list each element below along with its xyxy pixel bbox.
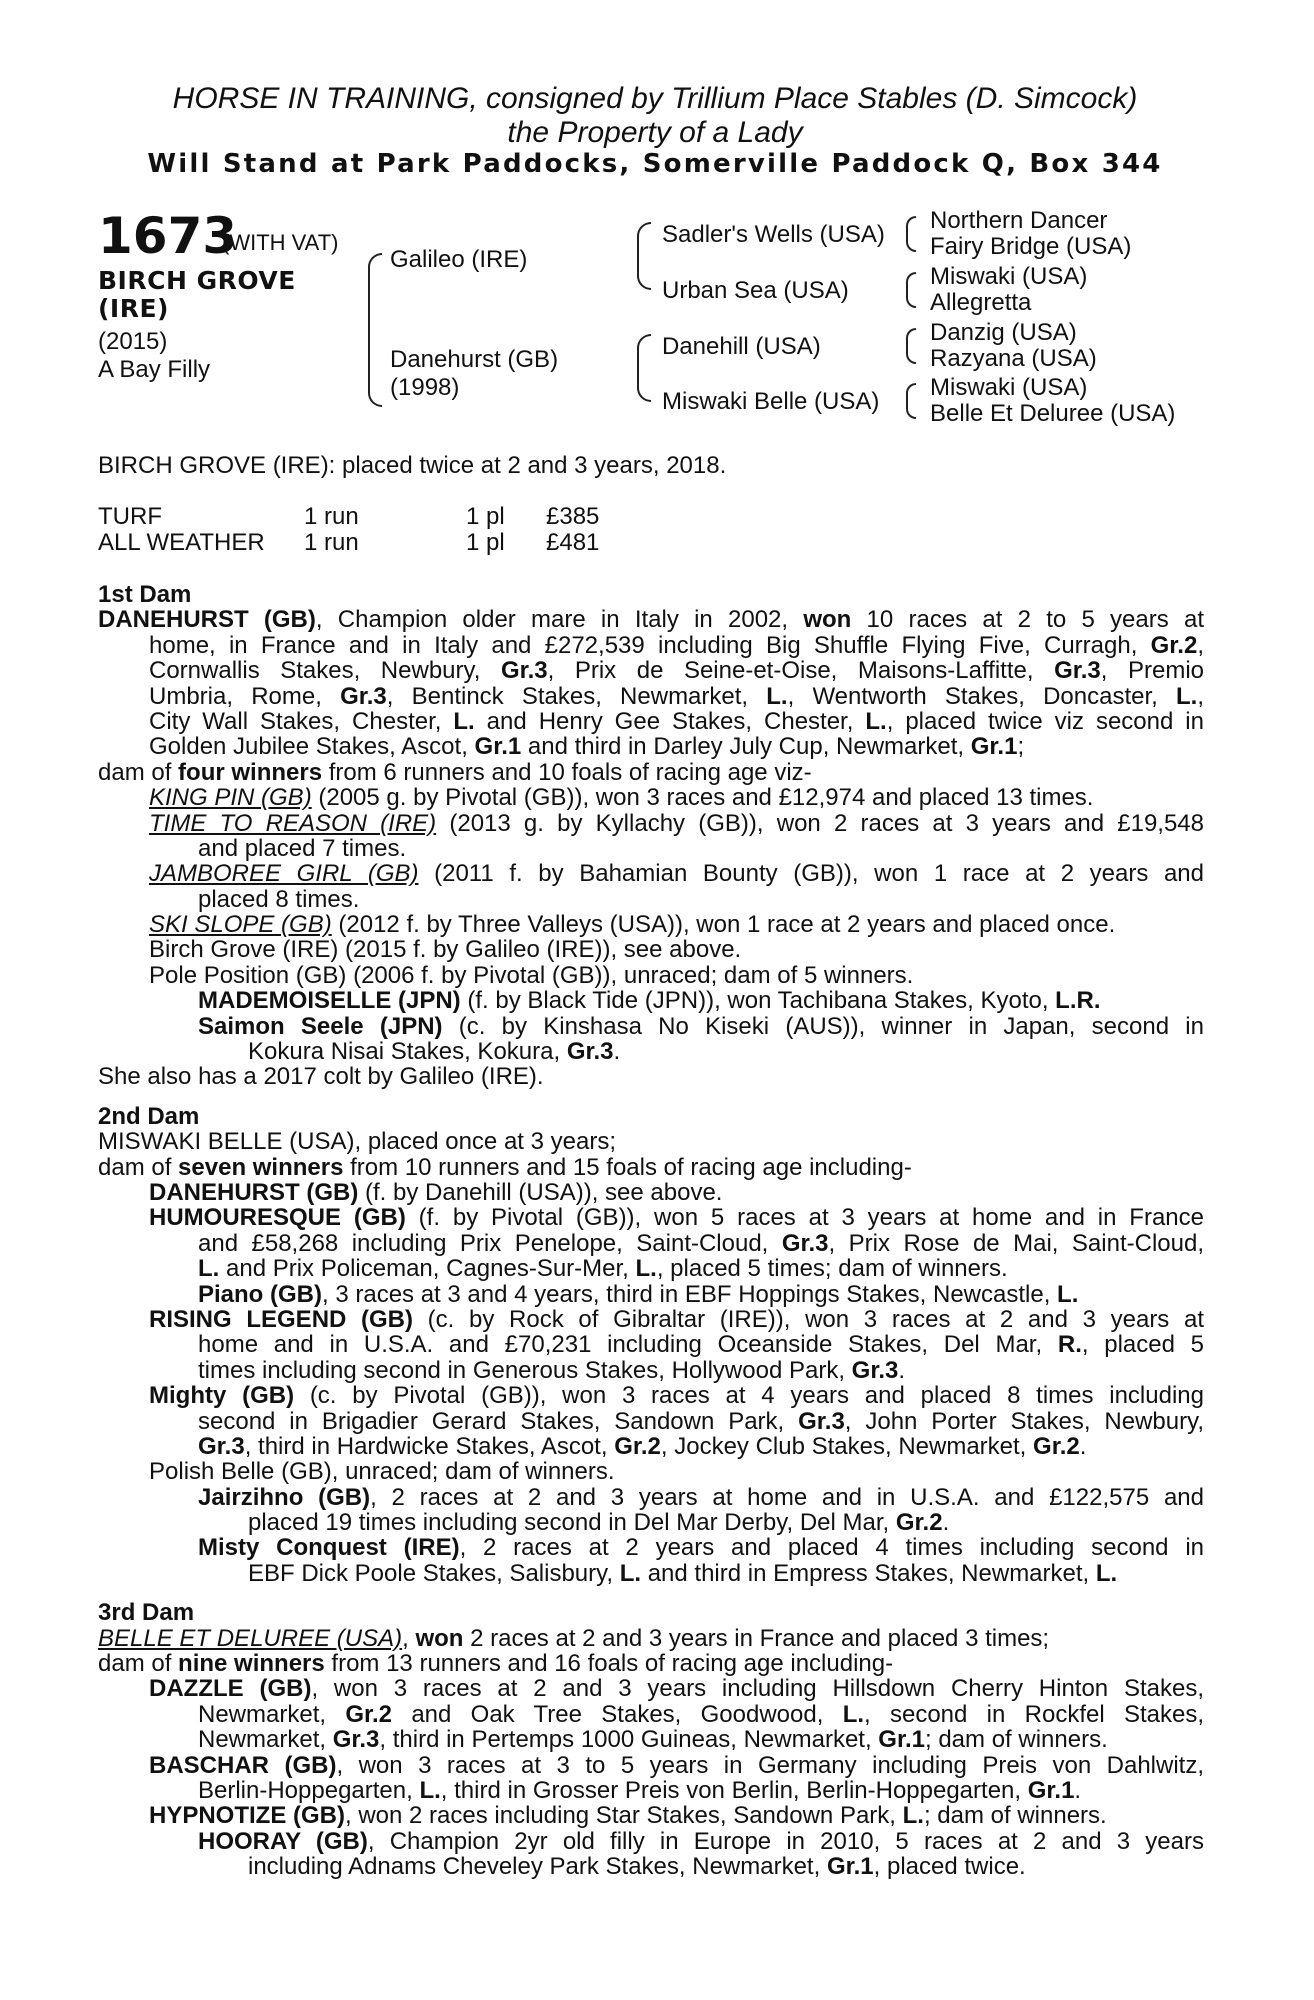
produce-line xyxy=(98,1409,1204,1434)
record-prize: £385 xyxy=(546,503,600,530)
text-run: dam of xyxy=(98,758,179,786)
text-run: , xyxy=(1197,683,1204,709)
text-run: , won 3 races at 3 to 5 years in Germany including Preis von Dahlwitz, xyxy=(336,1752,1204,1778)
dam-sire: Danehill (USA) xyxy=(662,333,821,360)
text-run: and third in Darley July Cup, Newmarket, xyxy=(521,733,971,761)
gg-7: Miswaki (USA) xyxy=(930,374,1088,401)
text-run: . xyxy=(898,1356,906,1384)
vat-note: (WITH VAT) xyxy=(222,230,339,255)
produce-line xyxy=(98,1829,1204,1854)
text-run: L. xyxy=(198,1255,220,1283)
text-run: and Oak Tree Stakes, Goodwood, xyxy=(392,1701,843,1728)
produce-line xyxy=(98,1282,1204,1307)
text-run: , 2 races at 2 years and placed 4 times including second in xyxy=(459,1535,1204,1561)
text-run: Newmarket, xyxy=(198,1701,346,1728)
produce-line xyxy=(98,1332,1204,1357)
produce-line xyxy=(98,836,1204,861)
lot-number: 1673 xyxy=(98,207,238,265)
text-run: . xyxy=(1079,1432,1087,1460)
text-run: Gr.2 xyxy=(614,1432,661,1460)
text-run: L. xyxy=(1176,683,1198,709)
dam-brace-bottom xyxy=(368,330,382,407)
record-surface: ALL WEATHER xyxy=(98,529,265,556)
produce-line xyxy=(98,1803,1204,1828)
text-run: , Champion 2yr old filly in Europe in 2010, 5 races at 2 and 3 years xyxy=(367,1828,1204,1855)
text-run: Gr.3 xyxy=(332,1726,380,1754)
text-run: (2013 g. by Kyllachy (GB)), won 2 races at 3 years and £19,548 xyxy=(436,810,1204,836)
text-run: (2011 f. by Bahamian Bounty (GB)), won 1 race at 2 years and xyxy=(418,861,1204,887)
horse-name-line1: BIRCH GROVE xyxy=(98,266,296,295)
text-run: L. xyxy=(619,1559,642,1587)
g-brace-3 xyxy=(906,272,916,290)
text-run: , won 2 races including Star Stakes, Sandown Park, xyxy=(345,1802,903,1830)
text-run: times including second in Generous Stakes, Hollywood Park, xyxy=(198,1356,852,1384)
third-dam-heading: 3rd Dam xyxy=(98,1599,195,1627)
text-run: BASCHAR (GB) xyxy=(149,1752,337,1778)
text-run: L. xyxy=(453,708,475,735)
text-run: HYPNOTIZE (GB) xyxy=(149,1802,345,1830)
gg-8: Belle Et Deluree (USA) xyxy=(930,400,1176,427)
produce-line xyxy=(98,937,1204,962)
text-run: Saimon Seele (JPN) xyxy=(198,1013,443,1040)
text-run: L. xyxy=(635,1255,657,1283)
sire-dam-brace xyxy=(637,256,651,290)
text-run: Pole Position (GB) (2006 f. by Pivotal (GB)), unraced; dam of 5 winners. xyxy=(149,961,914,989)
text-run: and Prix Policeman, Cagnes-Sur-Mer, xyxy=(219,1255,636,1283)
text-run: (f. by Danehill (USA)), see above. xyxy=(358,1178,723,1206)
text-run: BELLE ET DELUREE (USA) xyxy=(98,1624,403,1652)
text-run: HOORAY (GB) xyxy=(198,1828,368,1855)
produce-line xyxy=(98,1778,1204,1803)
g-brace-1 xyxy=(906,216,916,234)
text-run: Gr.2 xyxy=(345,1701,393,1728)
text-run: City Wall Stakes, Chester, xyxy=(149,708,454,735)
text-run: DANEHURST (GB) xyxy=(149,1178,359,1206)
text-run: Gr.2 xyxy=(1150,632,1198,659)
text-run: , 2 races at 2 and 3 years at home and in U.S.A. and £122,575 and xyxy=(370,1484,1204,1511)
record-runs: 1 run xyxy=(304,503,359,530)
text-run: L.R. xyxy=(1055,987,1101,1015)
first-dam-line xyxy=(98,684,1204,709)
text-run: L. xyxy=(842,1701,865,1728)
consignor-line: HORSE IN TRAINING, consigned by Trillium Place Stables (D. Simcock) xyxy=(172,82,1138,115)
produce-line xyxy=(98,1676,1204,1701)
produce-line xyxy=(98,1510,1204,1535)
text-run: home, in France and in Italy and £272,539 including Big Shuffle Flying Five, Curragh, xyxy=(149,632,1151,659)
produce-line xyxy=(98,1535,1204,1560)
text-run: , 3 races at 3 and 4 years, third in EBF Hoppings Stakes, Newcastle, xyxy=(322,1280,1058,1308)
text-run: won xyxy=(803,607,852,633)
text-run: , won 3 races at 2 and 3 years including Hillsdown Cherry Hinton Stakes, xyxy=(311,1676,1204,1702)
text-run: , Bentinck Stakes, Newmarket, xyxy=(386,683,767,709)
text-run: won xyxy=(415,1624,464,1652)
spacer xyxy=(98,1090,1204,1104)
produce-line xyxy=(98,1205,1204,1230)
record-placed: 1 pl xyxy=(466,503,505,530)
produce-line xyxy=(98,912,1204,937)
text-run: nine winners xyxy=(178,1650,325,1678)
text-run: . xyxy=(613,1038,621,1066)
text-run: Gr.3 xyxy=(340,683,387,709)
text-run: Gr.3 xyxy=(1054,658,1101,684)
sire-sire-brace xyxy=(637,222,651,256)
text-run: including Adnams Cheveley Park Stakes, Newmarket, xyxy=(248,1853,827,1881)
produce-line xyxy=(98,1854,1204,1879)
g-brace-2 xyxy=(906,234,916,252)
text-run: placed 8 times. xyxy=(198,885,360,913)
second-dam-line xyxy=(98,1155,1204,1180)
text-run: Gr.3 xyxy=(500,658,548,684)
third-dam-line xyxy=(98,1651,1204,1676)
text-run: 10 races at 2 to 5 years at xyxy=(851,607,1204,633)
text-run: TIME TO REASON (IRE) xyxy=(149,810,437,836)
first-dam-line xyxy=(98,734,1204,759)
text-run: , xyxy=(402,1624,416,1652)
text-run: L. xyxy=(419,1776,441,1804)
gg-6: Razyana (USA) xyxy=(930,345,1097,372)
produce-line xyxy=(98,861,1204,886)
text-run: ; dam of winners. xyxy=(923,1802,1107,1830)
produce-line xyxy=(98,887,1204,912)
text-run: Birch Grove (IRE) (2015 f. by Galileo (IRE)), see above. xyxy=(149,936,742,964)
text-run: ; xyxy=(1017,733,1025,761)
text-run: Gr.3 xyxy=(566,1038,614,1066)
produce-line xyxy=(98,1256,1204,1281)
record-placed: 1 pl xyxy=(466,529,505,556)
text-run: , placed twice viz second in xyxy=(886,708,1204,735)
text-run: from 13 runners and 16 foals of racing age including- xyxy=(324,1650,894,1678)
produce-line xyxy=(98,1231,1204,1256)
horse-description: A Bay Filly xyxy=(98,356,211,383)
text-run: , third in Pertemps 1000 Guineas, Newmarket, xyxy=(379,1726,879,1754)
race-summary: BIRCH GROVE (IRE): placed twice at 2 and 3 years, 2018. xyxy=(98,452,727,479)
text-run: DANEHURST (GB) xyxy=(98,607,316,633)
text-run: (2005 g. by Pivotal (GB)), won 3 races and £12,974 and placed 13 times. xyxy=(311,784,1094,812)
g-brace-8 xyxy=(906,401,916,419)
produce-line xyxy=(98,1561,1204,1586)
text-run: Gr.1 xyxy=(474,733,522,761)
sire-dam: Urban Sea (USA) xyxy=(662,277,849,304)
text-run: (c. by Rock of Gibraltar (IRE)), won 3 races at 2 and 3 years at xyxy=(413,1306,1204,1333)
produce-line xyxy=(98,1459,1204,1484)
produce-line xyxy=(98,811,1204,836)
text-run: L. xyxy=(766,683,788,709)
produce-line xyxy=(98,1434,1204,1459)
produce-line xyxy=(98,1383,1204,1408)
text-run: L. xyxy=(1057,1280,1079,1308)
text-run: , Prix de Seine-et-Oise, Maisons-Laffitte, xyxy=(547,658,1055,684)
first-dam-line xyxy=(98,658,1204,683)
text-run: , placed twice. xyxy=(873,1853,1026,1881)
gg-5: Danzig (USA) xyxy=(930,319,1077,346)
first-dam-heading: 1st Dam xyxy=(98,581,192,608)
text-run: and placed 7 times. xyxy=(198,834,407,862)
produce-line xyxy=(98,1358,1204,1383)
text-run: . xyxy=(1074,1776,1082,1804)
text-run: R. xyxy=(1057,1332,1082,1358)
text-run: Mighty (GB) xyxy=(149,1383,295,1409)
text-run: Polish Belle (GB), unraced; dam of winners. xyxy=(149,1458,615,1486)
text-run: HUMOURESQUE (GB) xyxy=(149,1205,406,1231)
g-brace-6 xyxy=(906,346,916,364)
text-run: , second in Rockfel Stakes, xyxy=(864,1701,1204,1728)
text-run: L. xyxy=(1095,1559,1118,1587)
text-run: , third in Hardwicke Stakes, Ascot, xyxy=(244,1432,615,1460)
text-run: Gr.3 xyxy=(851,1356,899,1384)
stand-location-line: Will Stand at Park Paddocks, Somerville Paddock Q, Box 344 xyxy=(147,149,1163,179)
text-run: Misty Conquest (IRE) xyxy=(198,1535,460,1561)
text-run: seven winners xyxy=(178,1153,344,1181)
text-run: MADEMOISELLE (JPN) xyxy=(198,987,461,1015)
first-dam-line xyxy=(98,709,1204,734)
first-dam-line xyxy=(98,607,1204,632)
text-run: , Jockey Club Stakes, Newmarket, xyxy=(660,1432,1034,1460)
text-run: 2 races at 2 and 3 years in France and placed 3 times; xyxy=(463,1624,1050,1652)
produce-line xyxy=(98,1064,1204,1089)
dam-dam: Miswaki Belle (USA) xyxy=(662,388,880,415)
text-run: , Premio xyxy=(1100,658,1204,684)
text-run: , Prix Rose de Mai, Saint-Cloud, xyxy=(828,1230,1204,1257)
sire-sire: Sadler's Wells (USA) xyxy=(662,221,885,248)
first-dam-line xyxy=(98,633,1204,658)
text-run: Gr.3 xyxy=(781,1230,829,1257)
text-run: RISING LEGEND (GB) xyxy=(149,1306,414,1333)
produce-line xyxy=(98,988,1204,1013)
text-run: Jairzihno (GB) xyxy=(198,1484,371,1511)
text-run: and Henry Gee Stakes, Chester, xyxy=(474,708,866,735)
text-run: Piano (GB) xyxy=(198,1280,322,1308)
dam-sire-brace xyxy=(637,334,651,368)
text-run: , Champion older mare in Italy in 2002, xyxy=(315,607,804,633)
produce-line xyxy=(98,1039,1204,1064)
text-run: L. xyxy=(902,1802,924,1830)
g-brace-7 xyxy=(906,383,916,401)
text-run: Gr.3 xyxy=(198,1432,245,1460)
text-run: Gr.1 xyxy=(878,1726,925,1754)
text-run: (c. by Pivotal (GB)), won 3 races at 4 years and placed 8 times including xyxy=(294,1383,1204,1409)
record-surface: TURF xyxy=(98,503,162,530)
text-run: (c. by Kinshasa No Kiseki (AUS)), winner in Japan, second in xyxy=(442,1013,1204,1040)
text-run: Kokura Nisai Stakes, Kokura, xyxy=(248,1038,567,1066)
second-dam-heading: 2nd Dam xyxy=(98,1102,200,1130)
text-run: , placed 5 xyxy=(1081,1332,1204,1358)
text-run: four winners xyxy=(178,758,323,786)
gg-2: Fairy Bridge (USA) xyxy=(930,233,1132,260)
dam-dam-brace xyxy=(637,368,651,402)
text-run: Gr.3 xyxy=(798,1408,845,1434)
g-brace-5 xyxy=(906,328,916,346)
produce-line xyxy=(98,785,1204,810)
text-run: Umbria, Rome, xyxy=(149,683,341,709)
text-run: from 10 runners and 15 foals of racing age including- xyxy=(343,1153,912,1181)
produce-line xyxy=(98,1014,1204,1039)
text-run: Cornwallis Stakes, Newbury, xyxy=(149,658,501,684)
text-run: second in Brigadier Gerard Stakes, Sandown Park, xyxy=(198,1408,799,1434)
produce-line xyxy=(98,1753,1204,1778)
g-brace-4 xyxy=(906,290,916,308)
dam-produce-record xyxy=(98,582,1204,1880)
gg-1: Northern Dancer xyxy=(930,207,1108,234)
text-run: and £58,268 including Prix Penelope, Saint-Cloud, xyxy=(198,1230,782,1257)
text-run: Gr.1 xyxy=(1027,1776,1075,1804)
text-run: placed 19 times including second in Del Mar Derby, Del Mar, xyxy=(248,1509,896,1537)
produce-line xyxy=(98,1702,1204,1727)
second-dam-line xyxy=(98,1129,1204,1154)
text-run: DAZZLE (GB) xyxy=(149,1676,312,1702)
text-run: Gr.1 xyxy=(826,1853,874,1881)
dam: Danehurst (GB) xyxy=(390,346,559,373)
text-run: KING PIN (GB) xyxy=(149,784,312,812)
text-run: dam of xyxy=(98,1153,179,1181)
gg-4: Allegretta xyxy=(930,289,1032,316)
dam-year: (1998) xyxy=(390,374,460,401)
sire-brace-top xyxy=(368,253,382,330)
text-run: L. xyxy=(865,708,887,735)
text-run: Gr.1 xyxy=(970,733,1018,761)
horse-name-line2: (IRE) xyxy=(98,294,169,323)
gg-3: Miswaki (USA) xyxy=(930,263,1088,290)
produce-line xyxy=(98,1180,1204,1205)
property-line: the Property of a Lady xyxy=(507,116,803,149)
sire: Galileo (IRE) xyxy=(390,246,528,273)
text-run: Newmarket, xyxy=(198,1726,333,1754)
produce-line xyxy=(98,1727,1204,1752)
text-run: dam of xyxy=(98,1650,179,1678)
text-run: She also has a 2017 colt by Galileo (IRE). xyxy=(98,1063,544,1091)
record-prize: £481 xyxy=(546,529,600,556)
text-run: and third in Empress Stakes, Newmarket, xyxy=(641,1559,1096,1587)
text-run: Gr.2 xyxy=(895,1509,943,1537)
text-run: ; dam of winners. xyxy=(925,1726,1108,1754)
text-run: EBF Dick Poole Stakes, Salisbury, xyxy=(248,1559,620,1587)
text-run: , Wentworth Stakes, Doncaster, xyxy=(787,683,1176,709)
text-run: , John Porter Stakes, Newbury, xyxy=(844,1408,1204,1434)
text-run: , placed 5 times; dam of winners. xyxy=(656,1255,1008,1283)
text-run: JAMBOREE GIRL (GB) xyxy=(149,861,419,887)
produce-line xyxy=(98,963,1204,988)
foaling-year: (2015) xyxy=(98,328,168,355)
text-run: (2012 f. by Three Valleys (USA)), won 1 race at 2 years and placed once. xyxy=(331,911,1116,939)
record-runs: 1 run xyxy=(304,529,359,556)
text-run: Berlin-Hoppegarten, xyxy=(198,1776,420,1804)
text-run: Gr.2 xyxy=(1033,1432,1080,1460)
text-run: SKI SLOPE (GB) xyxy=(149,911,332,939)
third-dam-line xyxy=(98,1626,1204,1651)
text-run: Golden Jubilee Stakes, Ascot, xyxy=(149,733,475,761)
text-run: home and in U.S.A. and £70,231 including Oceanside Stakes, Del Mar, xyxy=(198,1332,1058,1358)
text-run: , third in Grosser Preis von Berlin, Berlin-Hoppegarten, xyxy=(440,1776,1028,1804)
produce-line xyxy=(98,1485,1204,1510)
first-dam-line xyxy=(98,760,1204,785)
text-run: MISWAKI BELLE (USA), placed once at 3 years; xyxy=(98,1128,616,1156)
produce-line xyxy=(98,1307,1204,1332)
text-run: (f. by Black Tide (JPN)), won Tachibana Stakes, Kyoto, xyxy=(460,987,1056,1015)
text-run: , xyxy=(1197,632,1204,659)
text-run: from 6 runners and 10 foals of racing age viz- xyxy=(322,758,812,786)
spacer xyxy=(98,1586,1204,1600)
text-run: (f. by Pivotal (GB)), won 5 races at 3 years at home and in France xyxy=(405,1205,1204,1231)
text-run: . xyxy=(942,1509,950,1537)
